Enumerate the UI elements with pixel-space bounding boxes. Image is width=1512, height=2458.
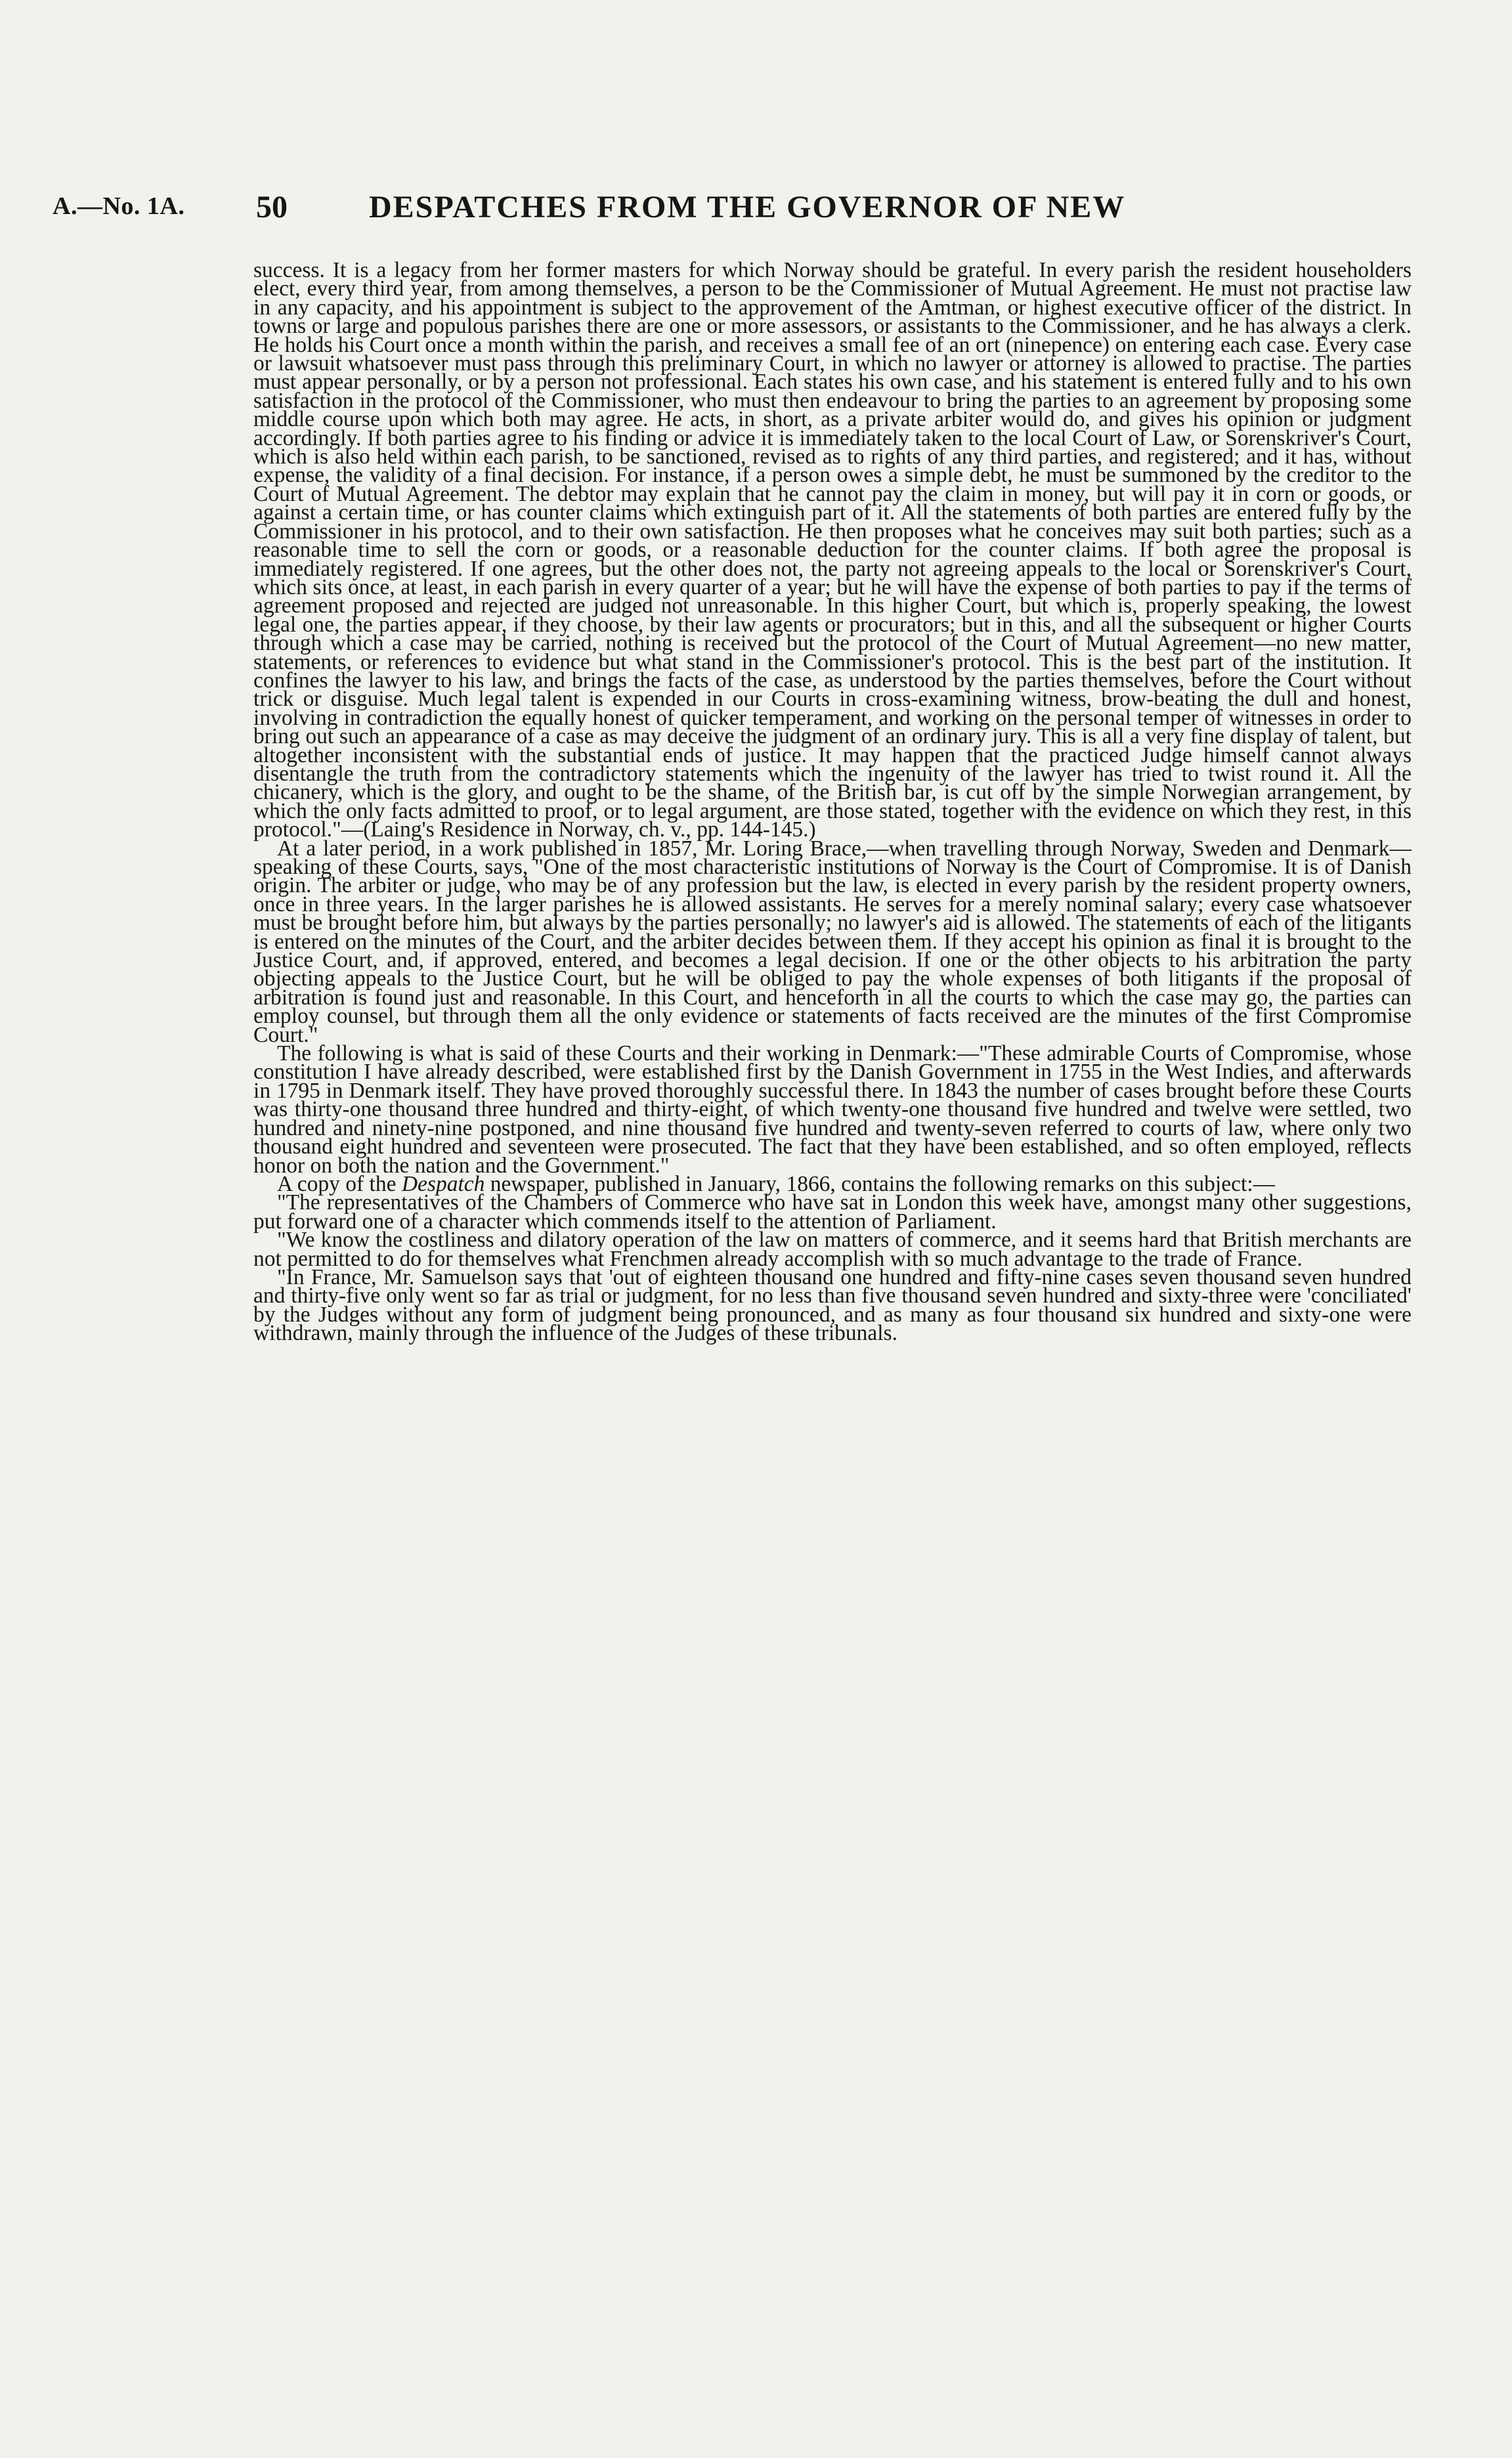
paragraph-chambers-commerce: "The representatives of the Chambers of Commerce who have sat in London this week have, amongst many other suggestions, put forward one of a character which commends itself to the attention of Parliament. — [253, 1190, 1412, 1234]
running-head: DESPATCHES FROM THE GOVERNOR OF NEW — [369, 190, 1126, 225]
despatch-intro-end: newspaper, published in January, 1866, contains the following remarks on this subject:— — [485, 1171, 1276, 1196]
despatch-intro-start: A copy of the — [277, 1171, 402, 1196]
paragraph-law-costliness: "We know the costliness and dilatory operation of the law on matters of commerce, and it seems hard that British merchants are not permitted to do for themselves what Frenchmen already accomplish with so much advantage to the trade of France. — [253, 1228, 1412, 1271]
despatch-title: Despatch — [401, 1171, 485, 1196]
paragraph-continued: success. It is a legacy from her former masters for which Norway should be grateful. In every parish the resident householders elect, every third year, from among themselves, a person to be the Commissioner of Mutual Agreement. He must not practise law in any capacity, and his appointment is subject to the approvement of the Amtman, or highest executive officer of the district. In towns or large and populous parishes there are one or more assessors, or assistants to the Commissioner, and he has always a clerk. He holds his Court once a month within the parish, and receives a small fee of an ort (ninepence) on entering each case. Every case or lawsuit whatsoever must pass through this preliminary Court, in which no lawyer or attorney is allowed to practise. The parties must appear personally, or by a person not professional. Each states his own case, and his statement is entered fully and to his own satisfaction in the protocol of the Commissioner, who must then endeavour to bring the parties to an agreement by proposing some middle course upon which both may agree. He acts, in short, as a private arbiter would do, and gives his opinion or judgment accordingly. If both parties agree to his finding or advice it is immediately taken to the local Court of Law, or Sorenskriver's Court, which is also held within each parish, to be sanctioned, revised as to rights of any third parties, and registered; and it has, without expense, the validity of a final decision. For instance, if a person owes a simple debt, he must be summoned by the creditor to the Court of Mutual Agreement. The debtor may explain that he cannot pay the claim in money, but will pay it in corn or goods, or against a certain time, or has counter claims which extinguish part of it. All the statements of both parties are entered fully by the Commissioner in his protocol, and to their own satisfaction. He then proposes what he conceives may suit both parties; such as a reasonable time to sell the corn or goods, or a reasonable deduction for the counter claims. If both agree the proposal is immediately registered. If one agrees, but the other does not, the party not agreeing appeals to the local or Sorenskriver's Court, which sits once, at least, in each parish in every quarter of a year; but he will have the expense of both parties to pay if the terms of agreement proposed and rejected are judged not unreasonable. In this higher Court, but which is, properly speaking, the lowest legal one, the parties appear, if they choose, by their law agents or procurators; but in this, and all the subsequent or higher Courts through which a case may be carried, nothing is received but the protocol of the Court of Mutual Agreement—no new matter, statements, or references to evidence but what stand in the Commissioner's protocol. This is the best part of the institution. It confines the lawyer to his law, and brings the facts of the case, as understood by the parties themselves, before the Court without trick or disguise. Much legal talent is expended in our Courts in cross-examining witness, brow-beating the dull and honest, involving in contradiction the equally honest of quicker temperament, and working on the personal temper of witnesses in order to bring out such an appearance of a case as may deceive the judgment of an ordinary jury. This is all a very fine display of talent, but altogether inconsistent with the substantial ends of justice. It may happen that the practiced Judge himself cannot always disentangle the truth from the contradictory statements which the ingenuity of the lawyer has tried to twist round it. All the chicanery, which is the glory, and ought to be the shame, of the British bar, is cut off by the simple Norwegian arrangement, by which the only facts admitted to proof, or to legal argument, are those stated, together with the evidence on which they rest, in this protocol."—(Laing's Residence in Norway, ch. v., pp. 144-145.) — [253, 258, 1412, 842]
paragraph-denmark: The following is what is said of these Courts and their working in Denmark:—"These admirable Courts of Compromise, whose constitution I have already described, were established first by the Danish Government in 1755 in the West Indies, and afterwards in 1795 in Denmark itself. They have proved thoroughly successful there. In 1843 the number of cases brought before these Courts was thirty-one thousand three hundred and thirty-eight, of which twenty-one thousand five hundred and twelve were settled, two hundred and ninety-nine postponed, and nine thousand five hundred and twenty-seven referred to courts of law, where only two thousand eight hundred and seventeen were prosecuted. The fact that they have been established, and so often employed, reflects honor on both the nation and the Government." — [253, 1041, 1412, 1178]
paragraph-france-cases: "In France, Mr. Samuelson says that 'out of eighteen thousand one hundred and fifty-nine cases seven thousand seven hundred and thirty-five only went so far as trial or judgment, for no less than five thousand seven hundred and sixty-three were 'conciliated' by the Judges without any form of judgment being pronounced, and as many as four thousand six hundred and sixty-one were withdrawn, mainly through the influence of the Judges of these tribunals. — [253, 1264, 1412, 1346]
page-number: 50 — [256, 190, 288, 225]
body-text — [253, 258, 1412, 1346]
paragraph-brace: At a later period, in a work published in 1857, Mr. Loring Brace,—when travelling through Norway, Sweden and Denmark—speaking of these Courts, says, "One of the most characteristic institutions of Norway is the Court of Compromise. It is of Danish origin. The arbiter or judge, who may be of any profession but the law, is elected in every parish by the resident property owners, once in three years. In the larger parishes he is allowed assistants. He serves for a merely nominal salary; every case whatsoever must be brought before him, but always by the parties personally; no lawyer's aid is allowed. The statements of each of the litigants is entered on the minutes of the Court, and the arbiter decides between them. If they accept his opinion as final it is brought to the Justice Court, and, if approved, entered, and becomes a legal decision. If one or the other objects to his arbitration the party objecting appeals to the Justice Court, but he will be obliged to pay the whole expenses of both litigants if the proposal of arbitration is found just and reasonable. In this Court, and henceforth in all the courts to which the case may go, the parties can employ counsel, but through them all the only evidence or statements of facts received are the minutes of the first Compromise Court." — [253, 836, 1412, 1047]
document-code: A.—No. 1A. — [53, 192, 185, 220]
page-header — [53, 192, 1431, 231]
